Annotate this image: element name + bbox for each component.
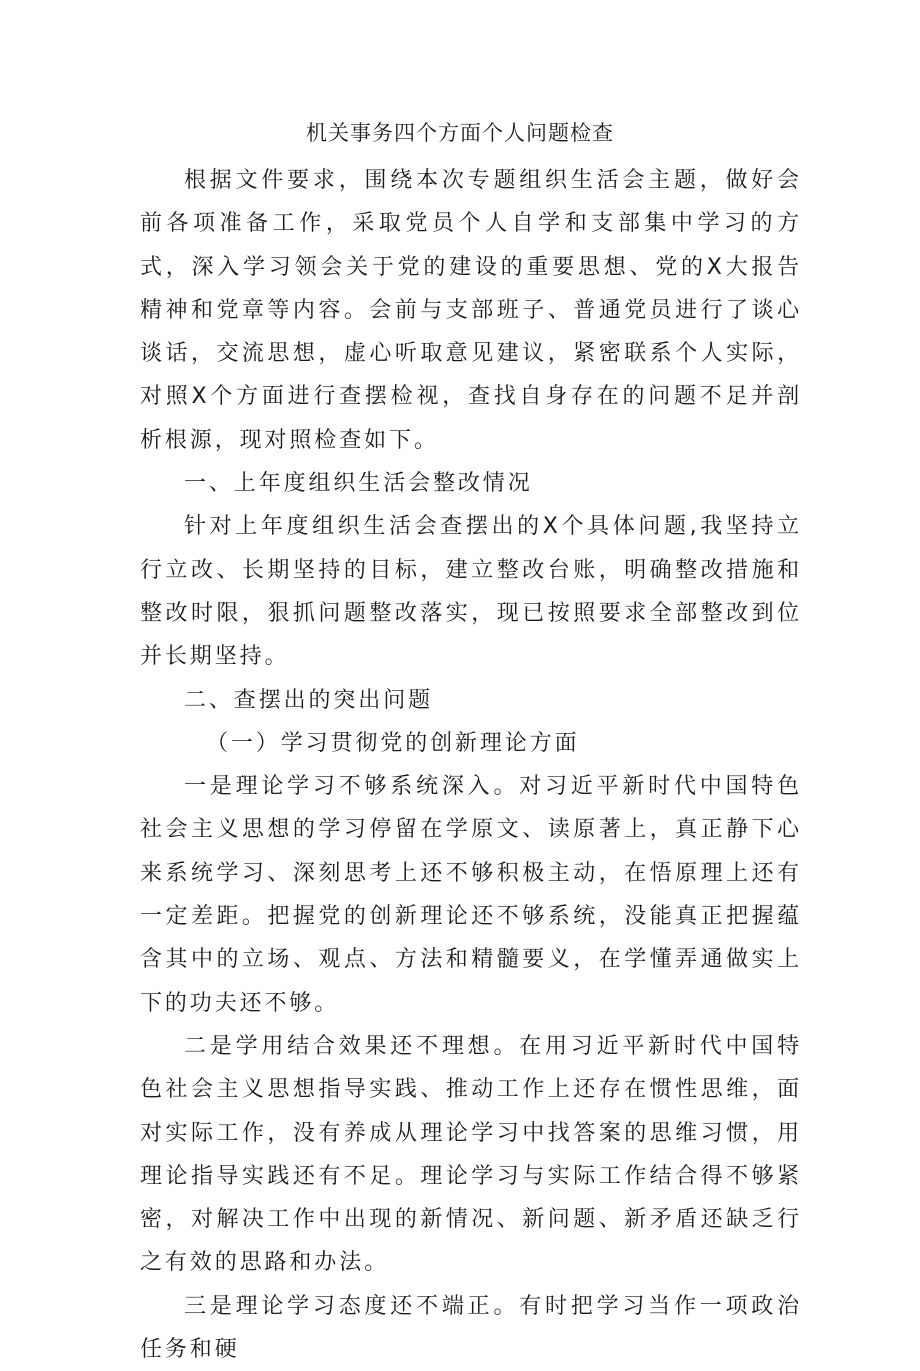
- section-heading-2: 二、查摆出的突出问题: [184, 687, 434, 713]
- point-two-paragraph: 二是学用结合效果还不理想。在用习近平新时代中国特色社会主义思想指导实践、推动工作上还存在惯性思维，面对实际工作，没有养成从理论学习中找答案的思维习惯，用理论指导实践还有不足。理论学习与实际工作结合得不够紧密，对解决工作中出现的新情况、新问题、新矛盾还缺乏行之有效的思路和办法。: [140, 1033, 802, 1276]
- section-1-paragraph: 针对上年度组织生活会查摆出的X个具体问题,我坚持立行立改、长期坚持的目标，建立整改台账，明确整改措施和整改时限，狠抓问题整改落实，现已按照要求全部整改到位并长期坚持。: [140, 514, 802, 670]
- point-three-paragraph: 三是理论学习态度还不端正。有时把学习当作一项政治任务和硬: [140, 1293, 802, 1363]
- intro-paragraph: 根据文件要求，围绕本次专题组织生活会主题，做好会前各项准备工作，采取党员个人自学和支部集中学习的方式，深入学习领会关于党的建设的重要思想、党的X大报告精神和党章等内容。会前与支部班子、普通党员进行了谈心谈话，交流思想，虚心听取意见建议，紧密联系个人实际，对照X个方面进行查摆检视，查找自身存在的问题不足并剖析根源，现对照检查如下。: [140, 168, 802, 453]
- point-one-paragraph: 一是理论学习不够系统深入。对习近平新时代中国特色社会主义思想的学习停留在学原文、读原著上，真正静下心来系统学习、深刻思考上还不够积极主动，在悟原理上还有一定差距。把握党的创新理论还不够系统，没能真正把握蕴含其中的立场、观点、方法和精髓要义，在学懂弄通做实上下的功夫还不够。: [140, 774, 802, 1016]
- section-heading-1: 一、上年度组织生活会整改情况: [184, 471, 533, 497]
- document-body: [140, 159, 802, 1371]
- subsection-heading-1: （一）学习贯彻党的创新理论方面: [206, 730, 580, 756]
- document-title: 机关事务四个方面个人问题检查: [306, 121, 614, 145]
